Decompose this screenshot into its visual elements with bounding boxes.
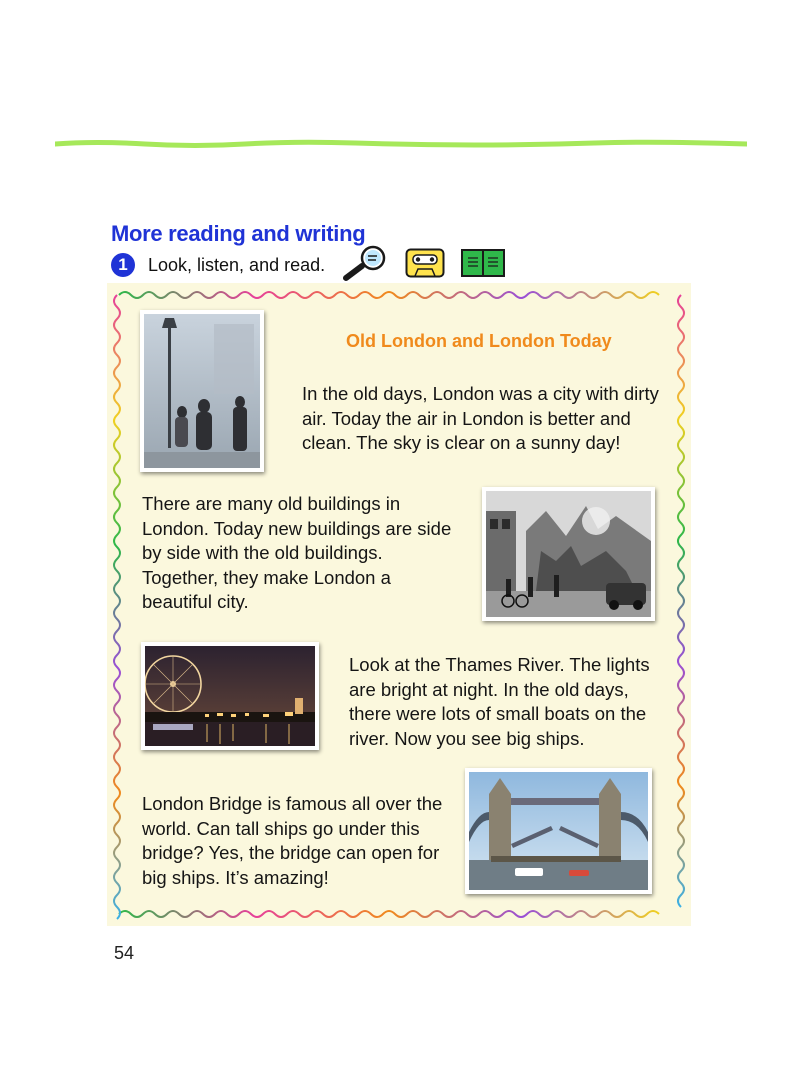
paragraph-buildings: There are many old buildings in London. Today new buildings are side by side with the old buildings. Together, they make London a beautiful city. bbox=[142, 493, 452, 612]
instruction-text: Look, listen, and read. bbox=[148, 254, 326, 275]
exercise-instruction bbox=[111, 252, 325, 278]
cassette-icon bbox=[405, 248, 445, 283]
section-title: More reading and writing bbox=[111, 221, 366, 246]
activity-icons bbox=[343, 245, 505, 286]
top-green-rule bbox=[55, 138, 747, 150]
magnifier-icon bbox=[343, 245, 393, 286]
page-number: 54 bbox=[114, 943, 135, 963]
paragraph-bridge: London Bridge is famous all over the world. Can tall ships go under this bridge? Yes, the bridge can open for big ships. It’s amazing! bbox=[142, 793, 443, 888]
reading-title: Old London and London Today bbox=[346, 331, 612, 351]
photo-old-buildings bbox=[482, 487, 655, 621]
exercise-number-badge: 1 bbox=[111, 253, 135, 277]
photo-foggy-street bbox=[140, 310, 264, 472]
open-book-icon bbox=[461, 248, 505, 283]
photo-tower-bridge bbox=[465, 768, 652, 894]
photo-thames-night bbox=[141, 642, 319, 750]
paragraph-air: In the old days, London was a city with dirty air. Today the air in London is better and clean. The sky is clear on a sunny day! bbox=[302, 383, 659, 453]
paragraph-thames: Look at the Thames River. The lights are bright at night. In the old days, there were lots of small boats on the river. Now you see big ships. bbox=[349, 654, 650, 749]
